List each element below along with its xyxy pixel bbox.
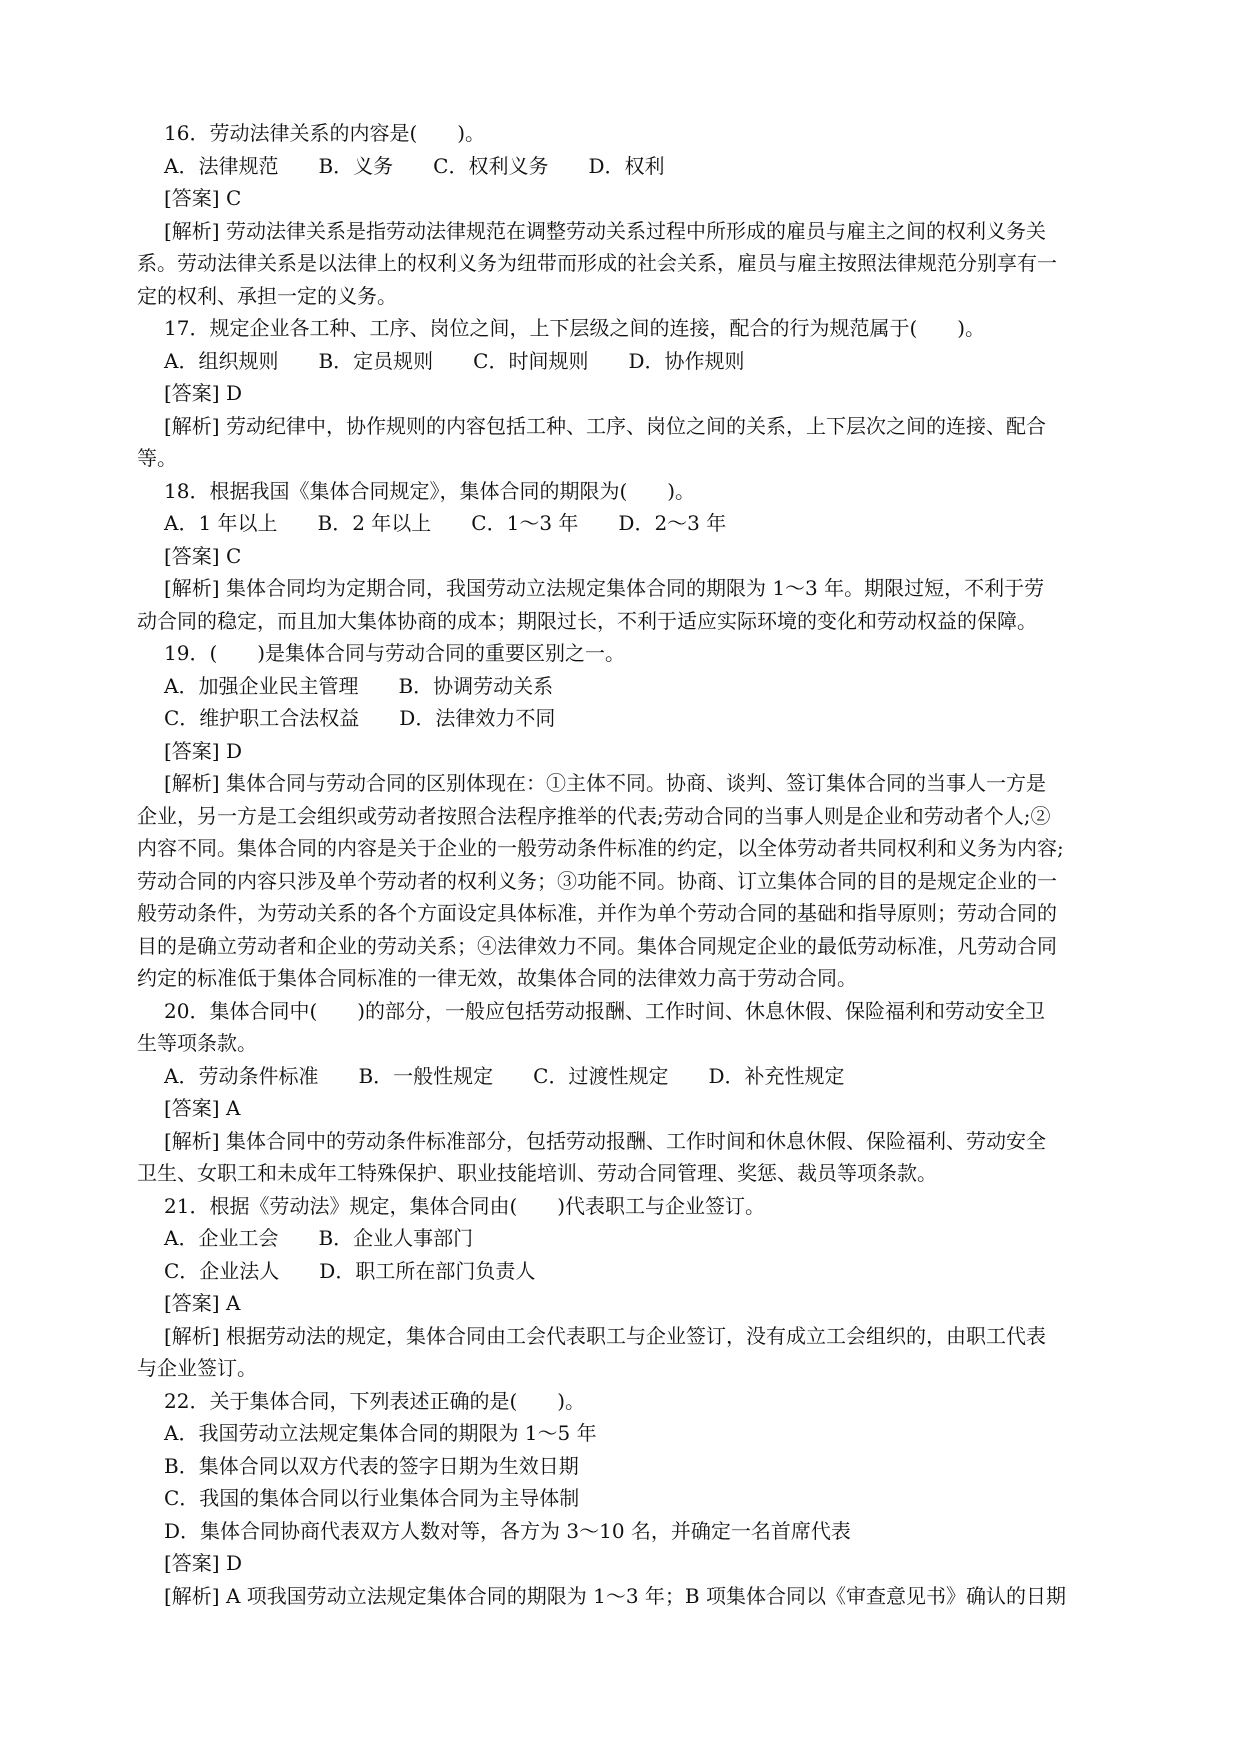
analysis-21-line-2: 与企业签订。 xyxy=(137,1356,257,1380)
analysis-20-line-2: 卫生、女职工和未成年工特殊保护、职业技能培训、劳动合同管理、奖惩、裁员等项条款。 xyxy=(137,1161,937,1185)
question-16: 16．劳动法律关系的内容是( )。 xyxy=(164,121,486,145)
option-22-c: C．我国的集体合同以行业集体合同为主导体制 xyxy=(164,1486,580,1510)
options-21-line-2: C．企业法人 D．职工所在部门负责人 xyxy=(164,1259,536,1283)
option-22-b: B．集体合同以双方代表的签字日期为生效日期 xyxy=(164,1454,579,1478)
analysis-19-line-2: 企业，另一方是工会组织或劳动者按照合法程序推举的代表;劳动合同的当事人则是企业和劳动者个人;② xyxy=(137,804,1051,828)
analysis-22-line-1: [解析] A 项我国劳动立法规定集体合同的期限为 1～3 年；B 项集体合同以《审查意见书》确认的日期 xyxy=(164,1584,1066,1608)
answer-21: [答案] A xyxy=(164,1291,241,1315)
options-17: A．组织规则 B．定员规则 C．时间规则 D．协作规则 xyxy=(164,349,745,373)
analysis-19-line-6: 目的是确立劳动者和企业的劳动关系；④法律效力不同。集体合同规定企业的最低劳动标准，凡劳动合同 xyxy=(137,934,1057,958)
options-19-line-1: A．加强企业民主管理 B．协调劳动关系 xyxy=(164,674,554,698)
analysis-19-line-3: 内容不同。集体合同的内容是关于企业的一般劳动条件标准的约定，以全体劳动者共同权利和义务为内容; xyxy=(137,836,1064,860)
option-22-d: D．集体合同协商代表双方人数对等，各方为 3～10 名，并确定一名首席代表 xyxy=(164,1519,851,1543)
question-20-line-2: 生等项条款。 xyxy=(137,1031,257,1055)
answer-22: [答案] D xyxy=(164,1551,242,1575)
question-18: 18．根据我国《集体合同规定》，集体合同的期限为( )。 xyxy=(164,479,696,503)
options-19-line-2: C．维护职工合法权益 D．法律效力不同 xyxy=(164,706,556,730)
analysis-20-line-1: [解析] 集体合同中的劳动条件标准部分，包括劳动报酬、工作时间和休息休假、保险福利、劳动安全 xyxy=(164,1129,1046,1153)
analysis-18-line-2: 动合同的稳定，而且加大集体协商的成本；期限过长，不利于适应实际环境的变化和劳动权益的保障。 xyxy=(137,609,1037,633)
analysis-16-line-1: [解析] 劳动法律关系是指劳动法律规范在调整劳动关系过程中所形成的雇员与雇主之间的权利义务关 xyxy=(164,219,1046,243)
analysis-19-line-7: 约定的标准低于集体合同标准的一律无效，故集体合同的法律效力高于劳动合同。 xyxy=(137,966,857,990)
question-17: 17．规定企业各工种、工序、岗位之间，上下层级之间的连接，配合的行为规范属于( )。 xyxy=(164,316,986,340)
answer-19: [答案] D xyxy=(164,739,242,763)
analysis-19-line-1: [解析] 集体合同与劳动合同的区别体现在：①主体不同。协商、谈判、签订集体合同的当事人一方是 xyxy=(164,771,1046,795)
answer-18: [答案] C xyxy=(164,544,242,568)
analysis-17-line-2: 等。 xyxy=(137,446,177,470)
answer-17: [答案] D xyxy=(164,381,242,405)
analysis-21-line-1: [解析] 根据劳动法的规定，集体合同由工会代表职工与企业签订，没有成立工会组织的，由职工代表 xyxy=(164,1324,1046,1348)
options-21-line-1: A．企业工会 B．企业人事部门 xyxy=(164,1226,474,1250)
analysis-18-line-1: [解析] 集体合同均为定期合同，我国劳动立法规定集体合同的期限为 1～3 年。期限过短，不利于劳 xyxy=(164,576,1045,600)
analysis-16-line-3: 定的权利、承担一定的义务。 xyxy=(137,284,397,308)
analysis-17-line-1: [解析] 劳动纪律中，协作规则的内容包括工种、工序、岗位之间的关系，上下层次之间的连接、配合 xyxy=(164,414,1046,438)
answer-16: [答案] C xyxy=(164,186,242,210)
analysis-19-line-5: 般劳动条件，为劳动关系的各个方面设定具体标准，并作为单个劳动合同的基础和指导原则；劳动合同的 xyxy=(137,901,1057,925)
question-22: 22．关于集体合同，下列表述正确的是( )。 xyxy=(164,1389,586,1413)
options-16: A．法律规范 B．义务 C．权利义务 D．权利 xyxy=(164,154,665,178)
analysis-16-line-2: 系。劳动法律关系是以法律上的权利义务为纽带而形成的社会关系，雇员与雇主按照法律规范分别享有一 xyxy=(137,251,1057,275)
option-22-a: A．我国劳动立法规定集体合同的期限为 1～5 年 xyxy=(164,1421,597,1445)
answer-20: [答案] A xyxy=(164,1096,241,1120)
options-18: A．1 年以上 B．2 年以上 C．1～3 年 D．2～3 年 xyxy=(164,511,727,535)
question-21: 21．根据《劳动法》规定，集体合同由( )代表职工与企业签订。 xyxy=(164,1194,766,1218)
question-20-line-1: 20．集体合同中( )的部分，一般应包括劳动报酬、工作时间、休息休假、保险福利和劳动安全卫 xyxy=(164,999,1046,1023)
question-19: 19．( )是集体合同与劳动合同的重要区别之一。 xyxy=(164,641,626,665)
analysis-19-line-4: 劳动合同的内容只涉及单个劳动者的权利义务；③功能不同。协商、订立集体合同的目的是规定企业的一 xyxy=(137,869,1057,893)
options-20: A．劳动条件标准 B．一般性规定 C．过渡性规定 D．补充性规定 xyxy=(164,1064,845,1088)
